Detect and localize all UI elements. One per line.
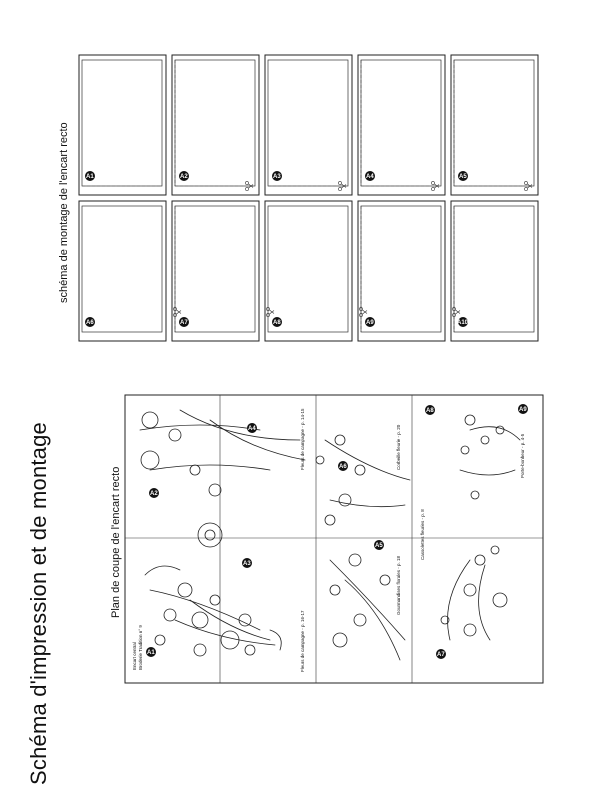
badge-label: A4 — [248, 426, 256, 432]
badge-label: A1 — [86, 174, 94, 180]
caption-cassolettes: Cassolettes fleuries - p. 8 — [420, 509, 425, 560]
caption-fleurs-campagne-1: Fleurs de campagne - p. 16-17 — [300, 610, 305, 672]
montage-card-3 — [265, 55, 352, 195]
caption-fleurs-campagne-2: Fleurs de campagne - p. 14-15 — [300, 408, 305, 470]
caption-broderie: Broderie Tradition n° 9 — [138, 625, 143, 670]
badge-label: A9 — [366, 320, 374, 326]
badge-label: A2 — [150, 491, 158, 497]
montage-card-9 — [358, 201, 445, 341]
plan-title: Plan de coupe de l'encart recto — [110, 466, 122, 618]
caption-gourmandise: Gourmandises florales - p. 18 — [396, 555, 401, 615]
badge-label: A7 — [180, 320, 188, 326]
caption-corbeille: Corbeille fleurie - p. 20 — [396, 424, 401, 470]
montage-grid — [79, 55, 538, 341]
montage-title: schéma de montage de l'encart recto — [58, 122, 70, 303]
badge-label: A3 — [243, 561, 251, 567]
montage-card-6 — [79, 201, 166, 341]
montage-card-10 — [451, 201, 538, 341]
badge-label: A5 — [459, 174, 467, 180]
caption-encart: Encart central — [132, 642, 137, 670]
badge-label: A9 — [519, 407, 527, 413]
badge-label: A8 — [426, 408, 434, 414]
badge-label: A2 — [180, 174, 188, 180]
badge-label: A10 — [457, 320, 469, 326]
montage-card-1 — [79, 55, 166, 195]
badge-label: A6 — [339, 464, 347, 470]
montage-card-7 — [172, 201, 259, 341]
montage-card-5 — [451, 55, 538, 195]
cutting-plan — [125, 395, 543, 683]
montage-card-2 — [172, 55, 259, 195]
badge-label: A4 — [366, 174, 374, 180]
page-title: Schéma d'impression et de montage — [26, 422, 51, 785]
badge-label: A8 — [273, 320, 281, 326]
badge-label: A1 — [147, 650, 155, 656]
badge-label: A7 — [437, 652, 445, 658]
montage-card-8 — [265, 201, 352, 341]
badge-label: A6 — [86, 320, 94, 326]
badge-label: A3 — [273, 174, 281, 180]
badge-label: A5 — [375, 543, 383, 549]
caption-porte-bonheur: Porte-bonheur - p. 4-5 — [520, 433, 525, 478]
montage-card-4 — [358, 55, 445, 195]
